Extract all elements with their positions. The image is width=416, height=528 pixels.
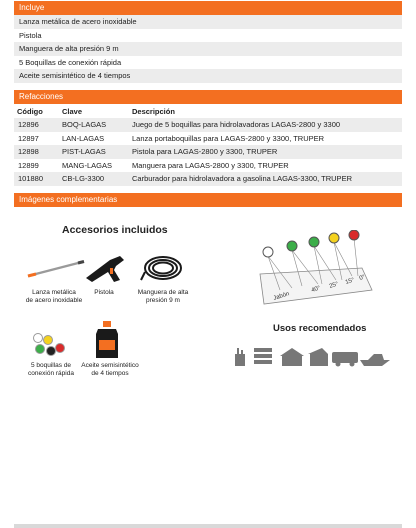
refacciones-header: Refacciones (14, 90, 402, 104)
cell-codigo: 101880 (18, 174, 44, 183)
house-icon (280, 348, 304, 366)
lanza-icon (24, 258, 86, 280)
cell-codigo: 12899 (18, 160, 39, 170)
footer-bar (14, 524, 402, 528)
cell-clave: PIST-LAGAS (62, 147, 106, 156)
accesorios-title: Accesorios incluidos (62, 224, 168, 236)
cell-clave: BOQ-LAGAS (62, 120, 107, 129)
aceite-caption: Aceite semisintético de 4 tiempos (81, 362, 139, 377)
lanza-caption: Lanza metálica de acero inoxidable (25, 289, 83, 304)
rv-icon (332, 352, 358, 367)
aceite-bottle-icon (94, 320, 120, 360)
column-header-clave: Clave (62, 107, 83, 116)
nozzle-diagram-illustration (252, 230, 378, 310)
table-row (14, 172, 402, 186)
cell-codigo: 12896 (18, 120, 39, 129)
incluye-item: Manguera de alta presión 9 m (14, 42, 402, 56)
table-row (14, 159, 402, 173)
column-header-codigo: Código (17, 107, 43, 116)
imagenes-header: Imágenes complementarias (14, 193, 402, 207)
cell-descripcion: Juego de 5 boquillas para hidrolavadoras LAGAS-2800 y 3300 (132, 120, 341, 129)
cell-descripcion: Lanza portaboquillas para LAGAS-2800 y 3300, TRUPER (132, 133, 325, 143)
nozzle-label: 25° (328, 281, 340, 290)
tools-icon (235, 348, 245, 366)
cell-descripcion: Pistola para LAGAS-2800 y 3300, TRUPER (132, 147, 278, 156)
boquillas-caption: 5 boquillas de conexión rápida (28, 362, 74, 377)
table-row (14, 145, 402, 159)
garage-icon (308, 348, 328, 366)
incluye-item: Lanza metálica de acero inoxidable (14, 15, 402, 29)
incluye-item: 5 Boquillas de conexión rápida (19, 57, 122, 67)
manguera-icon (140, 252, 186, 284)
boat-icon (360, 354, 390, 366)
nozzle-label: 0° (358, 274, 367, 282)
usos-icons-row (232, 344, 392, 368)
pistola-caption: Pistola (94, 289, 114, 296)
usos-title: Usos recomendados (273, 323, 367, 334)
column-header-descripcion: Descripción (132, 107, 175, 116)
incluye-item: Aceite semisintético de 4 tiempos (14, 69, 402, 83)
pistola-icon (80, 252, 130, 284)
cell-descripcion: Manguera para LAGAS-2800 y 3300, TRUPER (132, 160, 289, 170)
table-row (14, 118, 402, 132)
manguera-caption: Manguera de alta presión 9 m (137, 289, 189, 304)
cell-codigo: 12898 (18, 147, 39, 156)
nozzle-label: 40° (310, 285, 322, 294)
table-row (14, 132, 402, 146)
cell-clave: MANG-LAGAS (62, 160, 113, 170)
boquillas-icon (30, 330, 72, 360)
table-header (14, 105, 402, 118)
brick-wall-icon (254, 348, 272, 364)
cell-clave: CB-LG-3300 (62, 174, 105, 183)
cell-clave: LAN-LAGAS (62, 133, 105, 143)
nozzle-label: 15° (344, 277, 356, 286)
incluye-item: Pistola (19, 30, 42, 40)
cell-descripcion: Carburador para hidrolavadora a gasolina LAGAS-3300, TRUPER (132, 174, 352, 183)
cell-codigo: 12897 (18, 133, 39, 143)
nozzle-label: Jabón (272, 291, 291, 302)
incluye-header: Incluye (14, 1, 402, 15)
